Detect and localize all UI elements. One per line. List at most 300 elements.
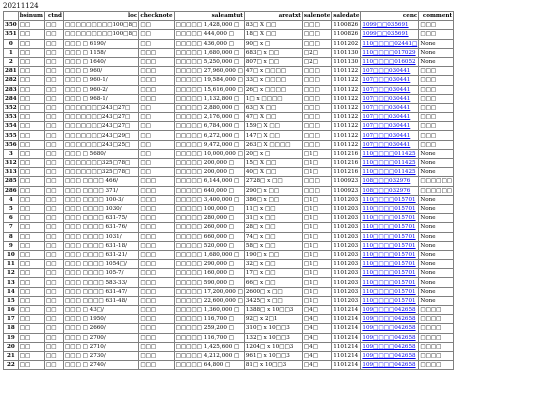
saledate-cell: 1101203 [332,232,361,241]
ctnd-cell: □□ [44,113,63,122]
loc-cell: □□□□□□□□□100□8□ [64,22,138,29]
cenc-cell[interactable]: 110□□□□017029 [361,48,419,57]
saleamtut-cell: □□□□□ 6,272,000 □ [174,131,244,140]
table-row [4,149,454,158]
areatxt-cell: 92□ x 2□1 [244,315,302,324]
saleamtut-cell: □□□□□ 10,000,000 □ [175,150,243,157]
column-header: ctnd [44,12,63,21]
areatxt-cell: 28□ x □□ [244,223,302,232]
bsinum-cell: □□ [18,361,44,370]
row-index: 282 [5,77,17,84]
loc-cell: □□□ □ 968-1/ [63,94,138,103]
cenc-cell[interactable]: 107□□□030441 [361,113,419,122]
row-index: 355 [5,132,17,139]
row-index: 10 [4,250,19,259]
comment-cell: □□□ [419,103,454,112]
cenc-cell[interactable]: 110□□□□016052 [361,57,419,66]
bsinum-cell: □□ [18,269,44,278]
checknote-cell: □□ [139,140,174,149]
bsinum-cell: □□ [18,324,44,333]
areatxt-cell: 1□ x □□□□ [244,94,302,103]
checknote-cell: □□□ [139,287,174,296]
checknote-cell: □□□ [139,250,174,259]
table-row [4,168,454,177]
cenc-cell[interactable]: 1099□□035691 [361,21,419,30]
checknote-cell: □□ [139,131,174,140]
loc-cell: □□□ □ 1640/ [63,57,138,66]
comment-cell: □□□ [419,85,454,94]
saleamtut-cell: □□□□□ 1,428,000 □ [174,21,244,30]
salenote-cell: □□□ [302,186,331,195]
cenc-cell[interactable]: 107□□□030441 [361,94,419,103]
row-index: 14 [4,287,19,296]
comment-cell: □□□□ [419,306,454,315]
row-index: 281 [5,68,17,75]
ctnd-cell: □□ [44,241,63,250]
cenc-cell[interactable]: 109□□□□042658 [361,342,419,351]
row-index: 16 [4,306,19,315]
bsinum-cell: □□ [18,214,44,223]
table-row [4,67,454,76]
loc-cell: □□□ □ 2660/ [63,324,138,333]
bsinum-cell: □□ [18,186,44,195]
saleamtut-cell: □□□□□ 19,584,000 □ [175,77,243,84]
ctnd-cell: □□ [44,351,63,360]
records-table [3,11,454,370]
salenote-cell: □1□ [302,296,331,305]
salenote-cell: □1□ [302,223,331,232]
row-index: 6 [4,214,19,223]
saledate-cell: 1101122 [332,76,361,85]
comment-cell: None [419,149,454,158]
areatxt-cell: 3425□ x □□ [244,296,302,305]
ctnd-cell: □□ [44,342,63,351]
areatxt-cell: 386□ x □□ [244,195,302,204]
cenc-cell[interactable]: 109□□□□042658 [361,315,419,324]
column-header-index [4,12,19,21]
ctnd-cell: □□ [44,103,63,112]
salenote-cell: □□□ [302,113,331,122]
row-index: 351 [5,31,17,38]
salenote-cell: □□□ [302,94,331,103]
saledate-cell: 1100826 [332,21,361,30]
cenc-cell[interactable]: 110□□□□015701 [361,250,419,259]
saledate-cell: 1101130 [332,57,361,66]
loc-cell: □□□ □□□□ 583-33/ [63,278,138,287]
ctnd-cell: □□ [44,149,63,158]
table-row [4,333,454,342]
comment-cell: □□□ [419,67,454,76]
ctnd-cell: □□ [44,39,63,48]
cenc-cell[interactable]: 110□□□□015701 [361,296,419,305]
checknote-cell: □□□ [139,94,174,103]
salenote-cell: □4□ [302,342,331,351]
areatxt-cell: 26□ x □□□□ [244,85,302,94]
saledate-cell: 1101214 [332,351,361,360]
cenc-cell[interactable]: 110□□□□015701 [361,260,419,269]
areatxt-cell: 47□ x □□□□ [244,67,302,76]
cenc-cell[interactable]: 110□□□□015701 [361,269,419,278]
saleamtut-cell: □□□□□ 260,000 □ [174,223,244,232]
loc-cell: □□□□□□□243□29□ [63,131,138,140]
areatxt-cell: 147□ X □□ [244,131,302,140]
cenc-cell[interactable]: 108□□□032976 [361,177,419,186]
checknote-cell: □□□ [139,241,174,250]
loc-cell: □□□ □□□□ 1031/ [63,232,138,241]
row-index: 283 [5,86,17,93]
salenote-cell: □1□ [302,168,331,177]
areatxt-cell: 20□ x □ [244,149,302,158]
loc-cell: □□□ □□□□ 100-3/ [63,195,138,204]
loc-cell: □□□ □ 1950/ [63,315,138,324]
cenc-cell[interactable]: 109□□□□042658 [361,333,419,342]
saleamtut-cell: □□□□□ 100,000 □ [174,204,244,213]
bsinum-cell: □□ [18,315,44,324]
cenc-cell[interactable]: 110□□□□015701 [361,195,419,204]
column-header: loc [63,12,138,21]
loc-cell: □□□□□□□243□27□ [63,113,138,122]
cenc-cell[interactable]: 107□□□030441 [361,140,419,149]
column-header: areatxt [244,12,302,21]
saleamtut-cell: □□□□□ 660,000 □ [174,232,244,241]
comment-cell: □□□ [419,113,454,122]
areatxt-cell: 807□ x □□ [244,57,302,66]
table-row [4,351,454,360]
comment-cell: □□□ [419,122,454,131]
comment-cell: □□□ [419,131,454,140]
row-index: 285 [5,178,17,185]
saleamtut-cell: □□□□□ 200,000 □ [174,168,244,177]
cenc-cell[interactable]: 1099□□035691 [361,30,419,39]
loc-cell: □□□□□□□325□78□ [63,168,138,177]
bsinum-cell: □□ [18,149,44,158]
table-row [4,159,454,168]
cenc-cell[interactable]: 108□□□032976 [361,186,419,195]
saleamtut-cell: □□□□□ 6,144,000 □ [174,177,244,186]
cenc-cell[interactable]: 110□□□□015701 [361,241,419,250]
ctnd-cell: □□ [44,296,63,305]
areatxt-cell: 683□ x □□ [244,48,302,57]
checknote-cell: □□□ [139,177,174,186]
areatxt-cell: 290□ x □□ [244,186,302,195]
loc-cell: □□□ □ 43□/ [63,306,138,315]
areatxt-cell: 310□ x 10□□3 [244,324,302,333]
saleamtut-cell: □□□□□ 590,000 □ [174,278,244,287]
areatxt-cell: 263□ X □□□□ [244,140,302,149]
cenc-cell[interactable]: 107□□□030441 [361,103,419,112]
comment-cell: □□□□□□ [420,187,453,194]
salenote-cell: □□□ [302,103,331,112]
row-index: 22 [4,361,19,370]
table-row [4,140,454,149]
ctnd-cell: □□ [44,140,63,149]
table-row [4,278,454,287]
table-row [4,223,454,232]
row-index: 7 [4,223,19,232]
areatxt-cell: 1388□ x 10□□3 [244,306,302,315]
loc-cell: □□□ □ 6190/ [63,39,138,48]
table-row [4,186,454,195]
salenote-cell: □□□ [302,67,331,76]
row-index: 19 [4,333,19,342]
saleamtut-cell: □□□□□ 160,000 □ [174,269,244,278]
cenc-cell[interactable]: 110□□□□011425 [361,168,419,177]
loc-cell: □□□□□□□243□25□ [63,140,138,149]
loc-cell: □□□ □ 2700/ [63,333,138,342]
loc-cell: □□□ □□□□ 631-21/ [63,250,138,259]
cenc-cell[interactable]: 107□□□030441 [361,76,419,85]
saledate-cell: 1101203 [332,269,361,278]
table-row [4,204,454,213]
cenc-cell[interactable]: 110□□□□015701 [361,232,419,241]
checknote-cell: □□ [139,103,174,112]
loc-cell: □□□ □□□□ 1030/ [63,204,138,213]
salenote-cell: □4□ [302,315,331,324]
checknote-cell: □□□ [139,361,174,370]
saledate-cell: 1101122 [332,131,361,140]
areatxt-cell: 961□ x 10□□3 [244,351,302,360]
ctnd-cell: □□ [44,85,63,94]
comment-cell: None [419,278,454,287]
areatxt-cell: 83□ X □□ [244,21,302,30]
checknote-cell: □□□ [139,57,174,66]
saledate-cell: 1101122 [332,94,361,103]
salenote-cell: □4□ [302,333,331,342]
row-index: 286 [5,187,17,194]
table-row [4,48,454,57]
saledate-cell: 1101214 [332,315,361,324]
loc-cell: □□□ □□□□ 631-18/ [63,241,138,250]
table-row [4,315,454,324]
cenc-cell[interactable]: 107□□□030441 [361,85,419,94]
areatxt-cell: 17□ x □□ [244,269,302,278]
comment-cell: □□□ [419,76,454,85]
ctnd-cell: □□ [44,186,63,195]
table-row [4,195,454,204]
areatxt-cell: 66□ x □□ [244,278,302,287]
ctnd-cell: □□ [44,21,63,30]
salenote-cell: □□□ [302,85,331,94]
table-row [4,30,454,39]
table-row [4,131,454,140]
comment-cell: None [419,296,454,305]
loc-cell: □□□ □ 1158/ [63,48,138,57]
saledate-cell: 1101203 [332,278,361,287]
comment-cell: None [419,241,454,250]
saledate-cell: 1101122 [332,113,361,122]
loc-cell: □□□□□□□243□27□ [63,103,138,112]
ctnd-cell: □□ [44,159,63,168]
loc-cell: □□□ □ 2730/ [63,351,138,360]
table-row [4,342,454,351]
saleamtut-cell: □□□□□ 64,800 □ [174,361,244,370]
report-date: 20211124 [3,2,39,10]
bsinum-cell: □□ [18,140,44,149]
saleamtut-cell: □□□□□ 2,880,000 □ [174,103,244,112]
bsinum-cell: □□ [18,57,44,66]
checknote-cell: □□□ [139,260,174,269]
bsinum-cell: □□ [18,94,44,103]
row-index: 1 [4,48,19,57]
salenote-cell: □1□ [302,204,331,213]
table-row [4,214,454,223]
salenote-cell: □1□ [302,241,331,250]
bsinum-cell: □□ [18,296,44,305]
cenc-cell[interactable]: 109□□□□042658 [361,361,419,370]
comment-cell: None [419,269,454,278]
salenote-cell: □□□ [302,30,331,39]
bsinum-cell: □□ [18,103,44,112]
saleamtut-cell: □□□□□ 1,680,000 □ [174,250,244,259]
loc-cell: □□□ □ 960/ [63,67,138,76]
areatxt-cell: 90□ x □ [244,39,302,48]
saleamtut-cell: □□□□□ 116,700 □ [174,333,244,342]
cenc-cell[interactable]: 110□□□□015701 [361,223,419,232]
areatxt-cell: 63□ X □□ [244,103,302,112]
checknote-cell: □□ [139,39,174,48]
comment-cell: □□□□ [419,324,454,333]
areatxt-cell: 18□ X □□ [244,30,302,39]
areatxt-cell: 2600□ x □□ [244,287,302,296]
saleamtut-cell: □□□□□ 3,400,000 □ [174,195,244,204]
bsinum-cell: □□ [18,131,44,140]
saleamtut-cell: □□□□□ 9,472,000 □ [174,140,244,149]
comment-cell: None [419,223,454,232]
table-row [4,76,454,85]
saleamtut-cell: □□□□□ 444,000 □ [174,30,244,39]
saleamtut-cell: □□□□□ 22,600,000 □ [175,297,243,304]
cenc-cell[interactable]: 110□□□□015701 [361,214,419,223]
cenc-cell[interactable]: 109□□□□042658 [361,324,419,333]
areatxt-cell: 47□ X □□ [244,113,302,122]
cenc-cell[interactable]: 109□□□□042658 [361,351,419,360]
areatxt-cell: 81□ x 10□□3 [244,361,302,370]
checknote-cell: □□ [139,168,174,177]
cenc-cell[interactable]: 110□□□□015701 [361,278,419,287]
checknote-cell: □□ [139,21,174,30]
salenote-cell: □1□ [302,214,331,223]
cenc-cell[interactable]: 109□□□□042658 [361,306,419,315]
loc-cell: □□□ □□□□ 631-48/ [63,296,138,305]
bsinum-cell: □□ [18,241,44,250]
saleamtut-cell: □□□□□ 1,425,600 □ [174,342,244,351]
saleamtut-cell: □□□□□ 4,212,000 □ [174,351,244,360]
bsinum-cell: □□ [18,195,44,204]
cenc-cell[interactable]: 110□□□□02441□ [362,40,418,47]
bsinum-cell: □□ [18,333,44,342]
ctnd-cell: □□ [44,57,63,66]
ctnd-cell: □□ [44,287,63,296]
ctnd-cell: □□ [44,315,63,324]
saleamtut-cell: □□□□□ 280,000 □ [174,214,244,223]
checknote-cell: □□□ [139,269,174,278]
saledate-cell: 1100826 [332,30,361,39]
row-index: 20 [4,342,19,351]
saledate-cell: 1101130 [332,48,361,57]
table-row [4,296,454,305]
ctnd-cell: □□ [44,324,63,333]
ctnd-cell: □□ [44,269,63,278]
ctnd-cell: □□ [44,94,63,103]
loc-cell: □□□ □□□□ 631-75/ [63,214,138,223]
row-index: 352 [5,104,17,111]
loc-cell: □□□ □ 960-1/ [63,76,138,85]
areatxt-cell: 190□ x □□ [244,250,302,259]
ctnd-cell: □□ [44,204,63,213]
saledate-cell: 1101216 [332,149,361,158]
comment-cell: None [419,39,454,48]
row-index: 18 [4,324,19,333]
cenc-cell[interactable]: 110□□□□011425 [361,149,419,158]
cenc-cell[interactable]: 110□□□□011425 [361,159,419,168]
saleamtut-cell: □□□□□ 200,000 □ [174,159,244,168]
cenc-cell[interactable]: 110□□□□015701 [361,204,419,213]
row-index: 312 [5,160,17,167]
loc-cell: □□□ □ 5680/ [63,149,138,158]
cenc-cell[interactable]: 107□□□030441 [361,122,419,131]
saledate-cell: 1101203 [332,195,361,204]
row-index: 350 [5,22,17,29]
saleamtut-cell: □□□□□ 1,132,800 □ [174,94,244,103]
comment-cell: □□□ [419,140,454,149]
row-index: 17 [4,315,19,324]
loc-cell: □□□ □ 960-2/ [63,85,138,94]
checknote-cell: □□ [139,113,174,122]
saledate-cell: 1100923 [332,186,361,195]
saledate-cell: 1101203 [332,214,361,223]
salenote-cell: □□□ [302,122,331,131]
loc-cell: □□□ □□□□ 1054□/ [63,260,138,269]
bsinum-cell: □□ [18,177,44,186]
ctnd-cell: □□ [44,278,63,287]
loc-cell: □□□□□□□243□27□ [63,122,138,131]
row-index: 2 [4,57,19,66]
checknote-cell: □□□ [139,232,174,241]
ctnd-cell: □□ [44,76,63,85]
row-index: 356 [5,141,17,148]
cenc-cell[interactable]: 110□□□□015701 [361,287,419,296]
salenote-cell: □1□ [302,232,331,241]
saledate-cell: 1101216 [332,159,361,168]
comment-cell: None [419,168,454,177]
checknote-cell: □□□ [139,306,174,315]
checknote-cell: □□ [139,159,174,168]
bsinum-cell: □□ [18,204,44,213]
bsinum-cell: □□ [18,287,44,296]
bsinum-cell: □□ [18,342,44,351]
bsinum-cell: □□ [18,21,44,30]
saleamtut-cell: □□□□□ 116,700 □ [174,315,244,324]
salenote-cell: □1□ [302,269,331,278]
checknote-cell: □□□ [139,204,174,213]
cenc-cell[interactable]: 107□□□030441 [361,131,419,140]
row-index: 15 [4,296,19,305]
salenote-cell: □1□ [302,159,331,168]
checknote-cell: □□□ [139,195,174,204]
salenote-cell: □□□ [302,39,331,48]
table-row [4,21,454,30]
row-index: 4 [4,195,19,204]
cenc-cell[interactable]: 107□□□030441 [361,67,419,76]
comment-cell: □□□□ [419,351,454,360]
bsinum-cell: □□ [18,67,44,76]
bsinum-cell: □□ [18,223,44,232]
column-header: checknote [140,13,173,20]
loc-cell: □□□ □□□□ 105-7/ [63,269,138,278]
table-row [4,177,454,186]
saleamtut-cell: □□□□□ 5,250,000 □ [174,57,244,66]
areatxt-cell: 40□ X □□ [244,168,302,177]
